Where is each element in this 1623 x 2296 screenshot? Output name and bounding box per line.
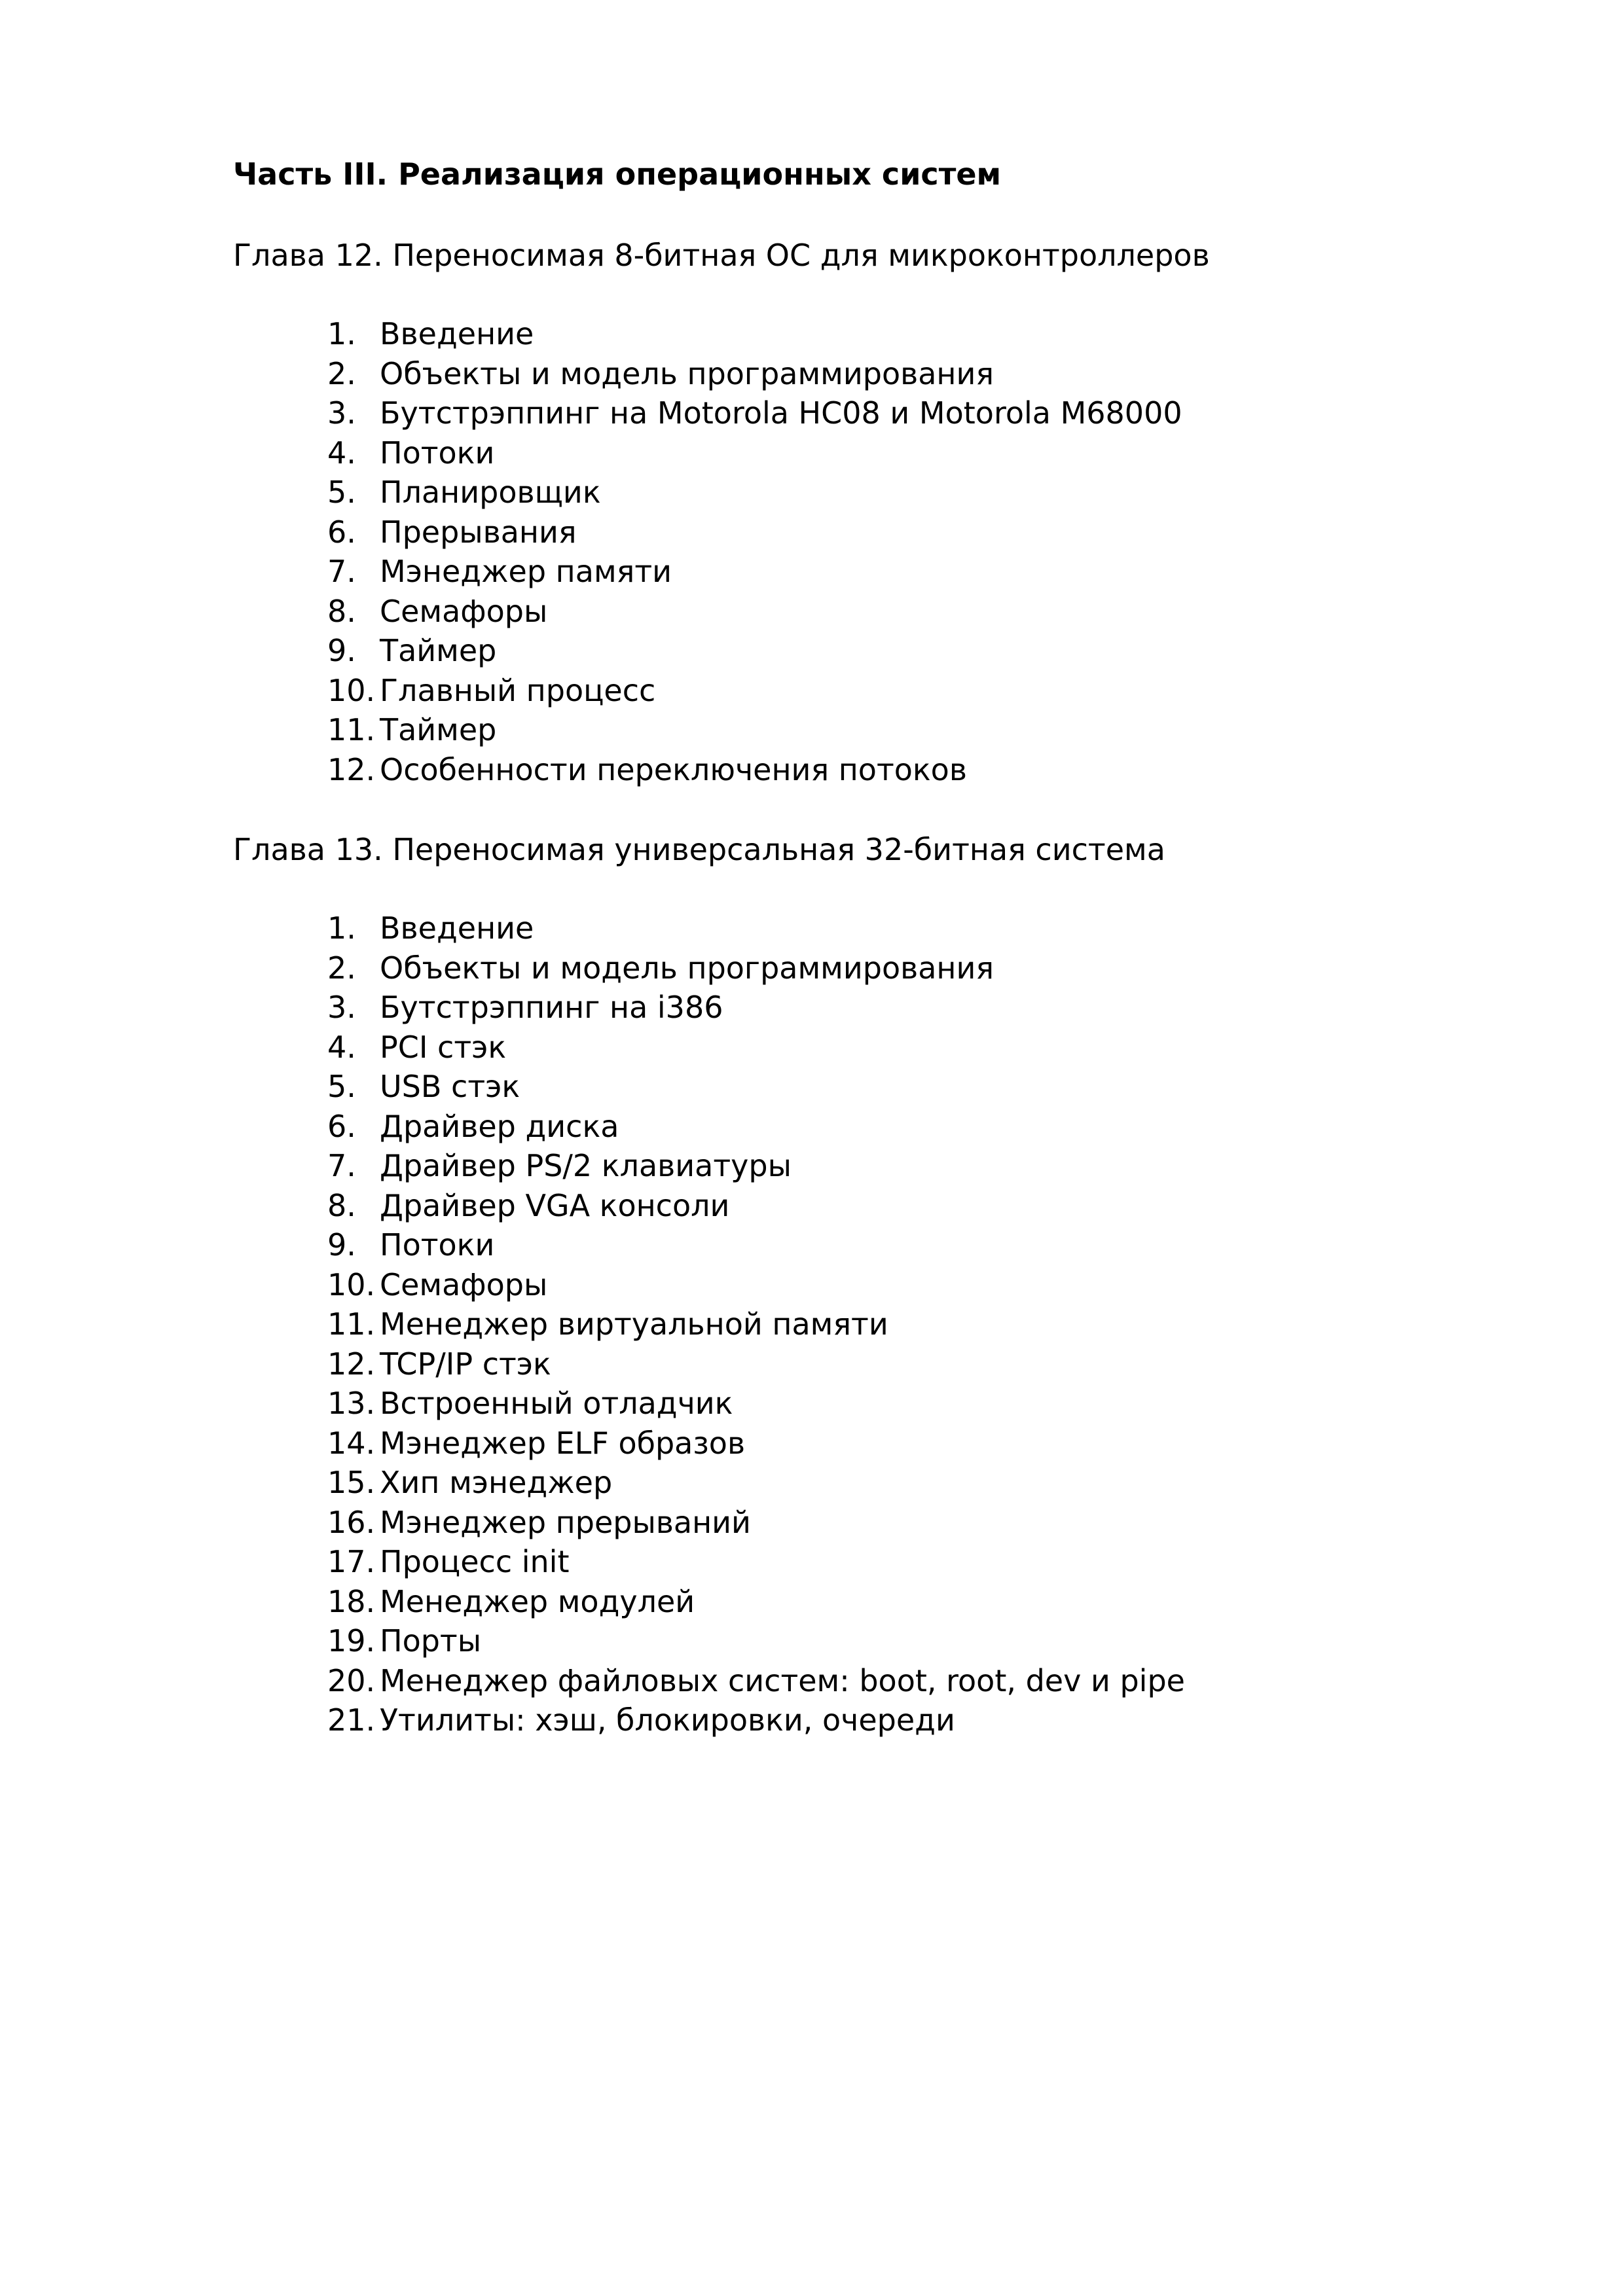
item-text: Введение: [380, 910, 534, 946]
item-number: 1.: [327, 910, 356, 946]
item-text: PCI стэк: [380, 1029, 507, 1065]
item-text: Прерывания: [380, 514, 577, 550]
item-number: 1.: [327, 316, 356, 351]
item-text: Утилиты: хэш, блокировки, очереди: [380, 1702, 955, 1738]
item-text: Драйвер PS/2 клавиатуры: [380, 1148, 792, 1183]
item-number: 2.: [327, 355, 356, 391]
item-text: Семафоры: [380, 593, 548, 629]
item-number: 3.: [327, 990, 356, 1025]
item-text: Хип мэнеджер: [380, 1465, 613, 1500]
item-text: Семафоры: [380, 1266, 548, 1302]
item-number: 5.: [327, 475, 356, 510]
item-number: 8.: [327, 1187, 356, 1223]
item-text: Введение: [380, 316, 534, 351]
item-text: TCP/IP стэк: [380, 1346, 551, 1382]
item-number: 6.: [327, 514, 356, 550]
item-number: 8.: [327, 593, 356, 629]
item-number: 4.: [327, 435, 356, 471]
chapter-13-title: Глава 13. Переносимая универсальная 32-битная система: [233, 832, 1165, 867]
item-number: 9.: [327, 1227, 356, 1263]
item-text: Главный процесс: [380, 672, 656, 708]
item-text: Таймер: [380, 712, 497, 747]
item-text: Таймер: [380, 633, 497, 668]
item-number: 16.: [327, 1504, 376, 1540]
chapter-12-title: Глава 12. Переносимая 8-битная ОС для микроконтроллеров: [233, 238, 1210, 273]
item-text: Драйвер диска: [380, 1108, 619, 1144]
item-number: 13.: [327, 1386, 376, 1421]
item-number: 15.: [327, 1465, 376, 1500]
item-number: 7.: [327, 554, 356, 589]
item-number: 3.: [327, 395, 356, 431]
item-text: Планировщик: [380, 475, 601, 510]
item-text: Объекты и модель программирования: [380, 950, 994, 986]
item-number: 12.: [327, 1346, 376, 1382]
item-text: Менеджер виртуальной памяти: [380, 1306, 888, 1342]
item-text: Объекты и модель программирования: [380, 355, 994, 391]
item-number: 6.: [327, 1108, 356, 1144]
item-text: Потоки: [380, 1227, 495, 1263]
item-number: 17.: [327, 1544, 376, 1579]
item-text: Драйвер VGA консоли: [380, 1187, 730, 1223]
item-number: 19.: [327, 1623, 376, 1659]
item-number: 14.: [327, 1425, 376, 1461]
item-text: Менеджер файловых систем: boot, root, dev и pipe: [380, 1662, 1185, 1698]
item-number: 12.: [327, 751, 376, 787]
item-number: 10.: [327, 1266, 376, 1302]
item-text: Порты: [380, 1623, 482, 1659]
item-number: 7.: [327, 1148, 356, 1183]
item-text: Бутстрэппинг на i386: [380, 990, 723, 1025]
part-title: Часть III. Реализация операционных систем: [233, 156, 1002, 192]
item-number: 10.: [327, 672, 376, 708]
item-text: Мэнеджер ELF образов: [380, 1425, 746, 1461]
item-number: 11.: [327, 712, 376, 747]
item-number: 4.: [327, 1029, 356, 1065]
item-number: 9.: [327, 633, 356, 668]
item-number: 5.: [327, 1069, 356, 1104]
item-number: 20.: [327, 1662, 376, 1698]
item-text: Мэнеджер прерываний: [380, 1504, 751, 1540]
item-number: 2.: [327, 950, 356, 986]
item-number: 21.: [327, 1702, 376, 1738]
item-text: Особенности переключения потоков: [380, 751, 967, 787]
item-text: Мэнеджер памяти: [380, 554, 672, 589]
item-text: Потоки: [380, 435, 495, 471]
item-text: USB стэк: [380, 1069, 520, 1104]
item-text: Процесс init: [380, 1544, 570, 1579]
item-text: Бутстрэппинг на Motorola HC08 и Motorola M68000: [380, 395, 1182, 431]
item-text: Встроенный отладчик: [380, 1386, 733, 1421]
item-number: 18.: [327, 1583, 376, 1619]
item-text: Менеджер модулей: [380, 1583, 695, 1619]
item-number: 11.: [327, 1306, 376, 1342]
